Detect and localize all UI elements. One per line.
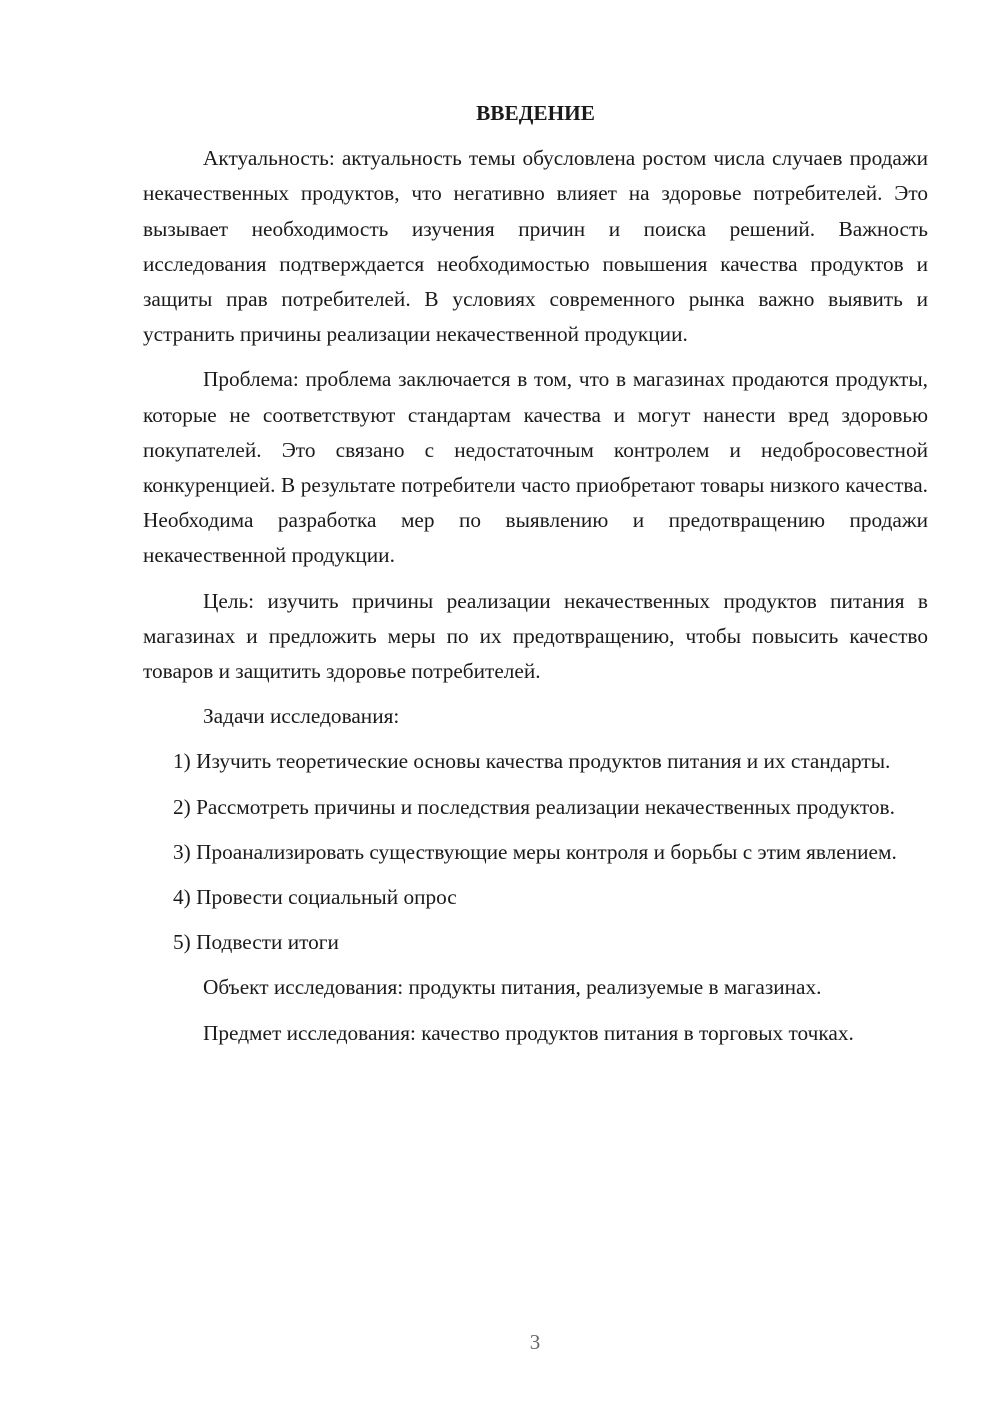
subject-paragraph: Предмет исследования: качество продуктов питания в торговых точках. [203, 1020, 854, 1045]
page-title: ВВЕДЕНИЕ [476, 101, 595, 125]
page-number: 3 [529, 1330, 541, 1354]
object-paragraph: Объект исследования: продукты питания, реализуемые в магазинах. [203, 975, 822, 1000]
list-item: 2) Рассмотреть причины и последствия реализации некачественных продуктов. [173, 794, 895, 819]
document-page [143, 96, 928, 1061]
goal-paragraph: Цель: изучить причины реализации некачественных продуктов питания в магазинах и предложить меры по их предотвращению, чтобы повысить качество товаров и защитить здоровье потребителей. [143, 588, 928, 684]
list-item: 3) Проанализировать существующие меры контроля и борьбы с этим явлением. [173, 839, 897, 864]
list-item: 5) Подвести итоги [173, 930, 339, 955]
tasks-list [143, 744, 928, 960]
list-item: 1) Изучить теоретические основы качества продуктов питания и их стандарты. [173, 749, 891, 774]
relevance-paragraph: Актуальность: актуальность темы обусловлена ростом числа случаев продажи некачественных продуктов, что негативно влияет на здоровье потребителей. Это вызывает необходимость изучения причин и поиска решений. Важность исследования подтверждается необходимостью повышения качества продуктов и защиты прав потребителей. В условиях современного рынка важно выявить и устранить причины реализации некачественной продукции. [143, 146, 928, 347]
tasks-title: Задачи исследования: [203, 704, 400, 729]
problem-paragraph: Проблема: проблема заключается в том, что в магазинах продаются продукты, которые не соответствуют стандартам качества и могут нанести вред здоровью покупателей. Это связано с недостаточным контролем и недобросовестной конкуренцией. В результате потребители часто приобретают товары низкого качества. Необходима разработка мер по выявлению и предотвращению продажи некачественной продукции. [143, 367, 928, 568]
list-item: 4) Провести социальный опрос [173, 885, 457, 910]
